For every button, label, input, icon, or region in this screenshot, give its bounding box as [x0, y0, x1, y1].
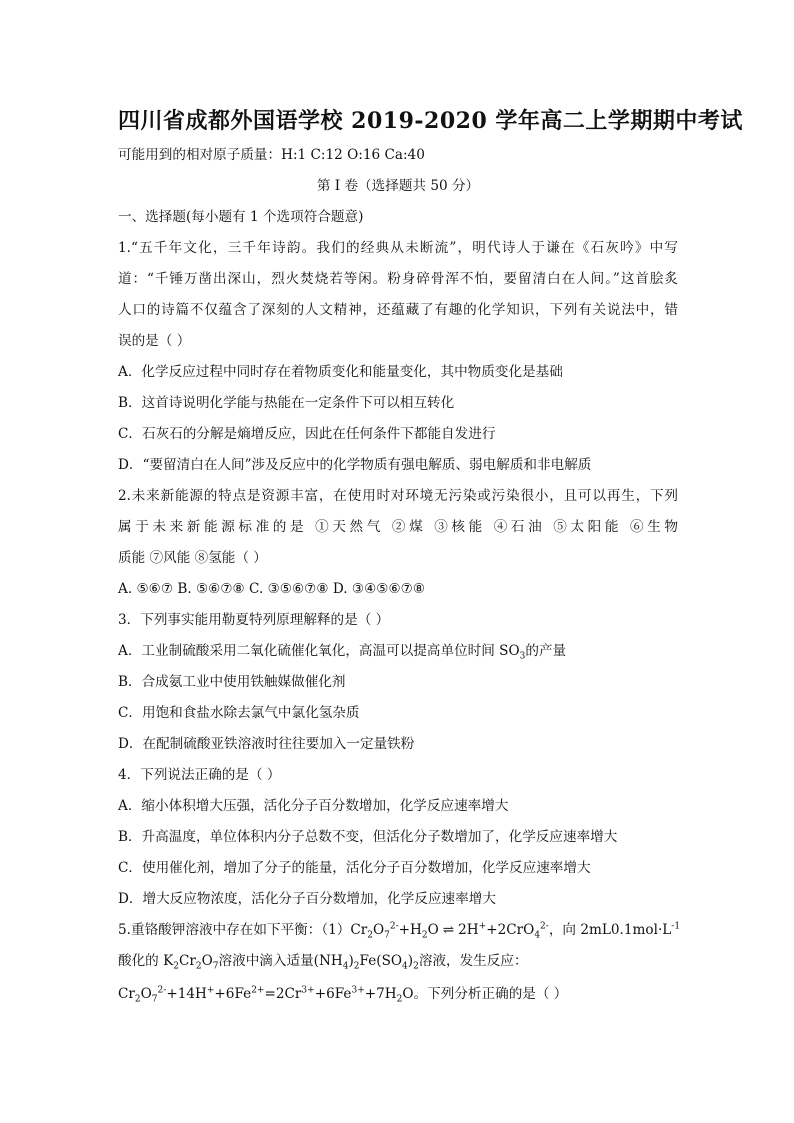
- q4-option-d: D．增大反应物浓度，活化分子百分数增加，化学反应速率增大: [118, 891, 496, 907]
- q1-stem-line-4: 误的是（ ）: [118, 333, 191, 349]
- q5-sub: 2: [421, 930, 428, 941]
- q5-sub: 2: [367, 930, 373, 941]
- q5-sub: 4: [342, 961, 349, 972]
- q3-option-a-text: A．工业制硫酸采用二氧化硫催化氧化，高温可以提高单位时间 SO: [118, 643, 520, 659]
- q3-option-d: D．在配制硫酸亚铁溶液时往往要加入一定量铁粉: [118, 736, 415, 752]
- q5-text: Fe(SO: [359, 953, 403, 969]
- q5-sup: 3+: [351, 985, 365, 996]
- q5-text: +2CrO: [486, 922, 535, 938]
- q5-stem-line-1: [118, 920, 681, 941]
- q3-option-b: B．合成氨工业中使用铁触媒做催化剂: [118, 674, 346, 690]
- part-heading: 一、选择题(每小题有 1 个选项符合题意): [118, 209, 364, 225]
- q5-text: 2H: [458, 922, 479, 938]
- q5-text: +6Fe: [214, 986, 252, 1002]
- q5-text: O: [201, 953, 213, 969]
- q1-option-a: A．化学反应过程中同时存在着物质变化和能量变化，其中物质变化是基础: [118, 364, 563, 380]
- q2-options: A. ⑤⑥⑦ B. ⑤⑥⑦⑧ C. ③⑤⑥⑦⑧ D. ③④⑤⑥⑦⑧: [118, 581, 426, 597]
- q5-text: +7H: [364, 986, 397, 1002]
- q5-sup: 2-: [389, 921, 399, 932]
- q5-text: ，向 2mL0.1mol·L: [548, 922, 672, 938]
- q5-sub: 2: [413, 961, 419, 972]
- q1-option-c: C．石灰石的分解是熵增反应，因此在任何条件下都能自发进行: [118, 426, 496, 442]
- q5-text: 溶液，发生反应：: [418, 953, 528, 969]
- q5-text: =2Cr: [264, 986, 302, 1002]
- q5-sub: 4: [402, 961, 408, 972]
- q5-sub: 4: [534, 930, 541, 941]
- q1-stem-line-2: 道：“千锤万凿出深山，烈火焚烧若等闲。粉身碎骨浑不怕，要留清白在人间。”这首脍炙: [118, 271, 678, 287]
- q5-stem-line-3: [118, 984, 678, 1004]
- q4-option-b: B．升高温度，单位体积内分子总数不变，但活化分子数增加了，化学反应速率增大: [118, 829, 618, 845]
- q3-stem: 3．下列事实能用勒夏特列原理解释的是（ ）: [118, 612, 390, 628]
- q3-option-a-subscript: 3: [519, 651, 526, 662]
- q5-text: ): [407, 953, 414, 969]
- q5-sub: 2: [195, 961, 202, 972]
- q5-text: 溶液中滴入适量(NH: [218, 953, 343, 969]
- q3-option-a-tail: 的产量: [525, 643, 567, 659]
- q5-text: +H: [398, 922, 422, 938]
- q1-stem-line-3: 人口的诗篇不仅蕴含了深刻的人文精神，还蕴藏了有趣的化学知识，下列有关说法中，错: [118, 302, 678, 318]
- q5-sup: 2-: [540, 921, 549, 932]
- q5-text: +14H: [166, 986, 207, 1002]
- q1-option-b: B．这首诗说明化学能与热能在一定条件下可以相互转化: [118, 395, 455, 411]
- q5-sub: 7: [151, 994, 158, 1005]
- q5-text: O。下列分析正确的是（ ）: [402, 986, 568, 1002]
- q5-text: 5.重铬酸钾溶液中存在如下平衡：（1）Cr: [118, 922, 368, 938]
- q5-text: ): [348, 953, 354, 969]
- q1-option-d: D．“要留清白在人间”涉及反应中的化学物质有强电解质、弱电解质和非电解质: [118, 457, 592, 473]
- q5-sup: -1: [671, 921, 681, 932]
- q2-stem-line-3: 质能 ⑦风能 ⑧氢能（ ）: [118, 550, 267, 566]
- q5-text: 酸化的 K: [118, 953, 174, 969]
- q3-option-a: [118, 641, 678, 661]
- exam-title: 四川省成都外国语学校 2019-2020 学年高二上学期期中考试: [118, 108, 743, 134]
- q5-sub: 7: [384, 930, 390, 941]
- atomic-mass-line: 可能用到的相对原子质量：H:1 C:12 O:16 Ca:40: [118, 147, 425, 163]
- q5-text: O: [427, 922, 439, 938]
- equilibrium-arrow: ⇌: [442, 922, 455, 938]
- q2-stem-line-2: 属于未来新能源标准的是 ①天然气 ②煤 ③核能 ④石油 ⑤太阳能 ⑥生物: [118, 519, 678, 535]
- q5-text: +6Fe: [314, 986, 352, 1002]
- q4-option-c: C．使用催化剂，增加了分子的能量，活化分子百分数增加，化学反应速率增大: [118, 860, 591, 876]
- q5-stem-line-2: [118, 951, 678, 971]
- q5-text: Cr: [118, 986, 135, 1002]
- q5-sup: 2+: [251, 985, 265, 996]
- q1-stem-line-1: 1.“五千年文化，三千年诗韵。我们的经典从未断流”，明代诗人于谦在《石灰吟》中写: [118, 240, 678, 256]
- q3-option-c: C．用饱和食盐水除去氯气中氯化氢杂质: [118, 705, 360, 721]
- q5-sup: 3+: [301, 985, 315, 996]
- q2-stem-line-1: 2.未来新能源的特点是资源丰富，在使用时对环境无污染或污染很小，且可以再生，下列: [118, 488, 678, 504]
- q5-text: O: [372, 922, 385, 938]
- q5-sub: 2: [396, 994, 403, 1005]
- q5-sub: 2: [134, 994, 141, 1005]
- q5-sup: +: [206, 985, 215, 996]
- q5-sub: 2: [173, 961, 179, 972]
- q5-sub: 7: [212, 961, 219, 972]
- q5-sup: 2-: [157, 985, 167, 996]
- q5-sup: +: [478, 921, 487, 932]
- q5-text: Cr: [179, 953, 196, 969]
- q5-sub: 2: [353, 961, 360, 972]
- q4-stem: 4．下列说法正确的是（ ）: [118, 767, 281, 783]
- q5-text: O: [140, 986, 152, 1002]
- section-title: 第 I 卷（选择题共 50 分）: [316, 178, 480, 194]
- q4-option-a: A．缩小体积增大压强，活化分子百分数增加，化学反应速率增大: [118, 798, 509, 814]
